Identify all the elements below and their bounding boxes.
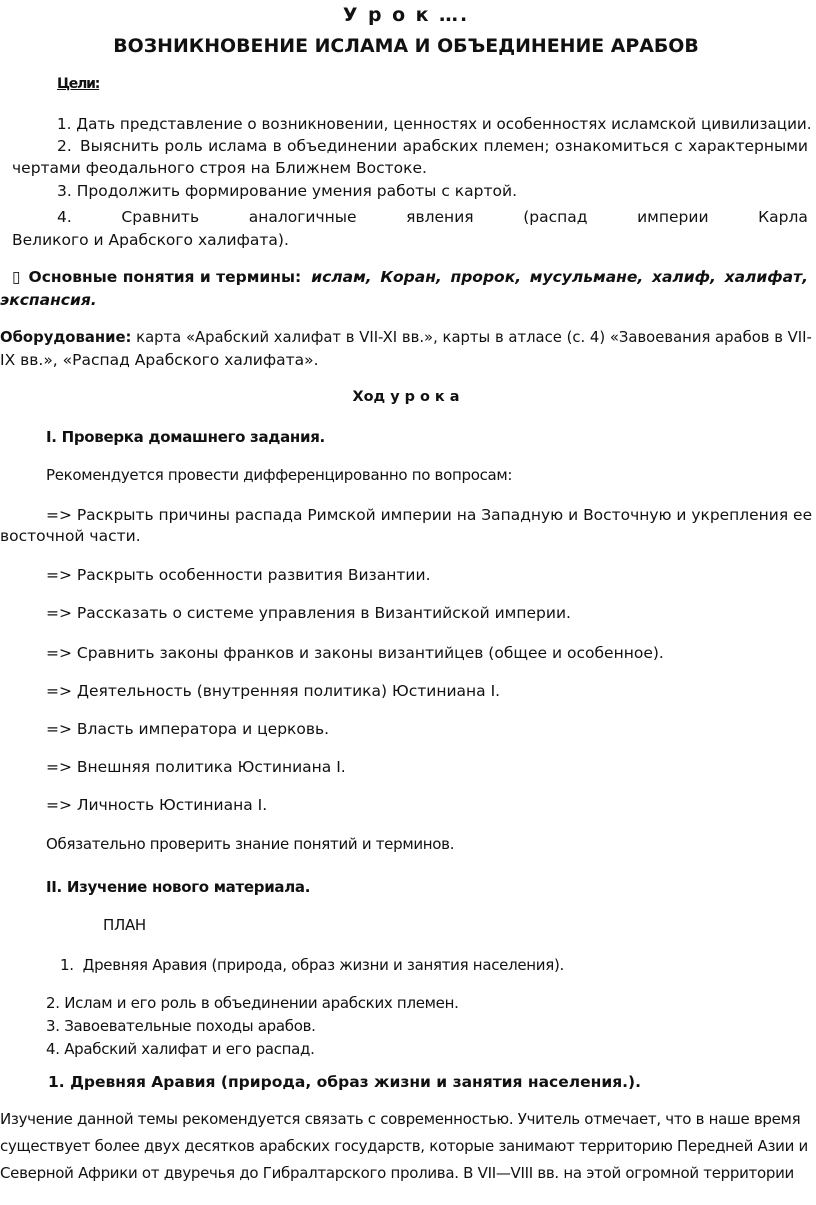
plan-number: 3.: [46, 1017, 60, 1035]
subsection-heading: 1. Древняя Аравия (природа, образ жизни и занятия населения.).: [48, 1073, 642, 1091]
bullet-icon: ▯: [12, 268, 21, 286]
goal-item-2: [57, 139, 808, 155]
section-note: Обязательно проверить знание понятий и терминов.: [46, 835, 455, 853]
plan-text: Арабский халифат и его распад.: [64, 1040, 315, 1058]
plan-item: [46, 1019, 316, 1034]
goal-text: Выяснить роль ислама в объединении арабских племен; ознакомиться с характерными: [80, 137, 808, 155]
question-item: => Рассказать о системе управления в Византийской империи.: [46, 604, 571, 622]
goal-text: Продолжить формирование умения работы с картой.: [76, 182, 518, 200]
question-item: => Сравнить законы франков и законы византийцев (общее и особенное).: [46, 644, 664, 662]
section-intro: Рекомендуется провести дифференцированно по вопросам:: [46, 466, 513, 484]
question-item: => Деятельность (внутренняя политика) Юстиниана I.: [46, 682, 501, 700]
goal-word: Сравнить: [121, 208, 200, 226]
equipment-line: [0, 330, 812, 346]
plan-text: Древняя Аравия (природа, образ жизни и занятия населения).: [82, 956, 564, 974]
body-paragraph-line: Изучение данной темы рекомендуется связать с современностью. Учитель отмечает, что в наше время: [0, 1110, 801, 1128]
plan-label: ПЛАН: [103, 916, 146, 934]
plan-item: [46, 1042, 315, 1057]
plan-item: [60, 958, 564, 973]
goal-item-1: [57, 117, 812, 133]
question-item-continued: восточной части.: [0, 527, 141, 545]
goal-text-continued: Великого и Арабского халифата).: [12, 231, 289, 249]
concepts-line: [12, 270, 808, 286]
goal-number: 3.: [57, 182, 72, 200]
goal-number: 2.: [57, 137, 72, 155]
plan-item: [46, 996, 459, 1011]
goal-item-4: [57, 210, 808, 226]
lesson-subtitle: ВОЗНИКНОВЕНИЕ ИСЛАМА И ОБЪЕДИНЕНИЕ АРАБОВ: [113, 35, 699, 57]
goal-word: явления: [406, 208, 474, 226]
equipment-text: карта «Арабский халифат в VII-XI вв.», карты в атласе (с. 4) «Завоевания арабов в VII-: [131, 328, 812, 346]
section-heading: I. Проверка домашнего задания.: [46, 428, 325, 446]
goal-word: (распад: [523, 208, 588, 226]
equipment-label: Оборудование:: [0, 328, 132, 346]
plan-number: 1.: [60, 956, 74, 974]
concepts-label: Основные понятия и термины:: [28, 268, 302, 286]
plan-number: 2.: [46, 994, 60, 1012]
lesson-title: У р о к ….: [342, 4, 470, 26]
goal-word: аналогичные: [248, 208, 357, 226]
question-item: => Раскрыть причины распада Римской империи на Западную и Восточную и укрепления ее: [46, 506, 813, 524]
goal-item-3: [57, 184, 517, 200]
plan-text: Завоевательные походы арабов.: [64, 1017, 316, 1035]
question-item: => Власть императора и церковь.: [46, 720, 330, 738]
lesson-progress-heading: Ход у р о к а: [352, 389, 460, 405]
section-heading: II. Изучение нового материала.: [46, 878, 311, 896]
equipment-text-continued: IX вв.», «Распад Арабского халифата».: [0, 351, 319, 369]
goal-word: империи: [637, 208, 709, 226]
plan-number: 4.: [46, 1040, 60, 1058]
goal-text: Дать представление о возникновении, ценностях и особенностях исламской цивилизации.: [76, 115, 812, 133]
goal-number: 4.: [57, 208, 72, 226]
body-paragraph-line: существует более двух десятков арабских государств, которые занимают территорию Передней Азии и: [0, 1137, 808, 1155]
body-paragraph-line: Северной Африки от двуречья до Гибралтарского пролива. В VII—VIII вв. на этой огромной территории: [0, 1164, 794, 1182]
goal-word: Карла: [758, 208, 808, 226]
goal-text-continued: чертами феодального строя на Ближнем Востоке.: [12, 159, 427, 177]
concepts-terms-continued: экспансия.: [0, 291, 97, 309]
question-item: => Личность Юстиниана I.: [46, 796, 268, 814]
question-item: => Раскрыть особенности развития Византии.: [46, 566, 431, 584]
concepts-terms: ислам, Коран, пророк, мусульмане, халиф, халифат,: [311, 268, 808, 286]
question-item: => Внешняя политика Юстиниана I.: [46, 758, 346, 776]
goal-number: 1.: [57, 115, 72, 133]
plan-text: Ислам и его роль в объединении арабских племен.: [64, 994, 459, 1012]
goals-label: Цели:: [57, 76, 100, 92]
